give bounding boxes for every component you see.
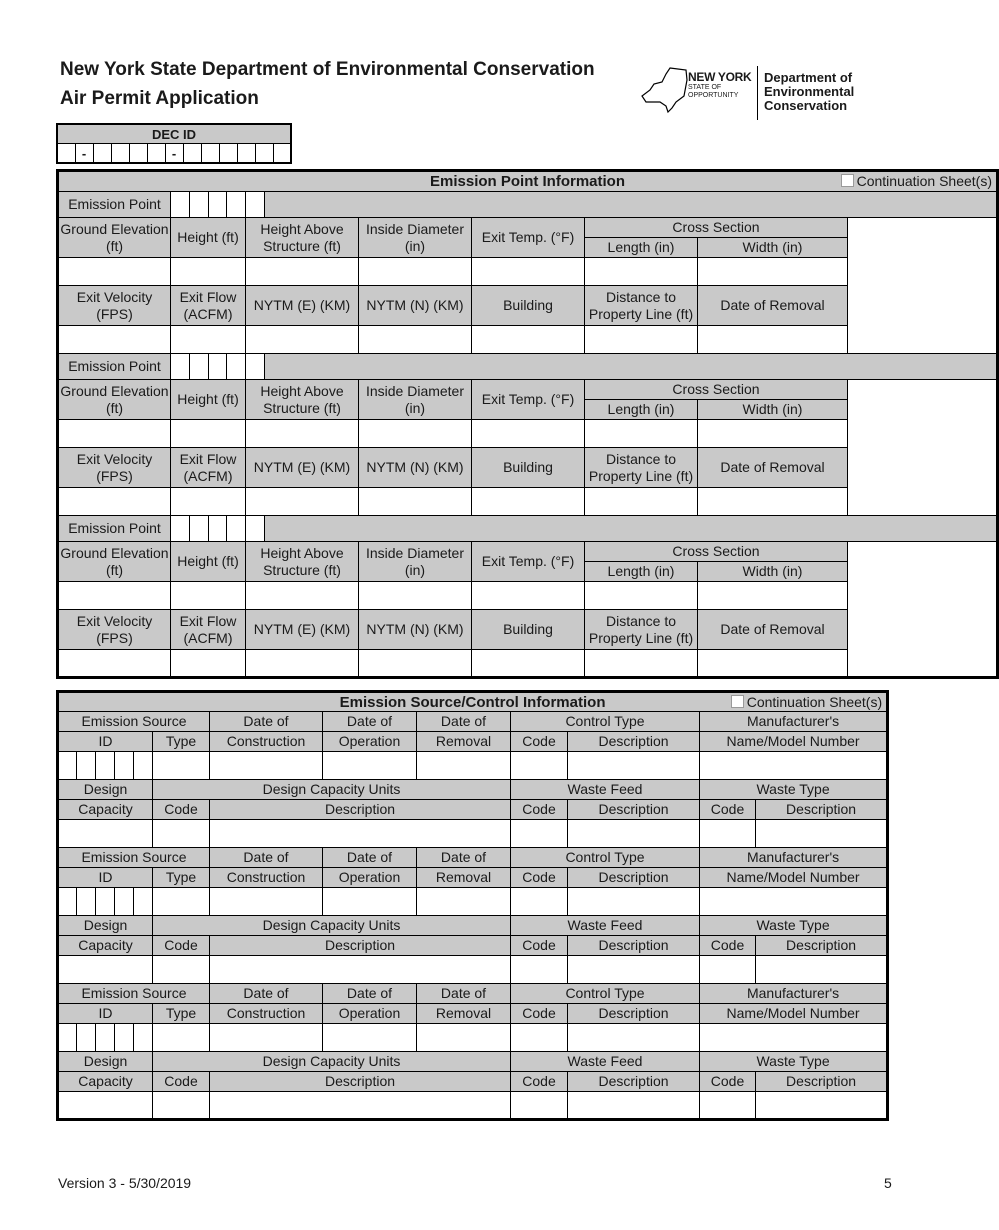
- height-label: Height (ft): [171, 542, 246, 582]
- description-label: Description: [210, 1072, 511, 1092]
- building-label: Building: [472, 286, 585, 326]
- source-type-input[interactable]: [153, 1024, 210, 1052]
- waste-type-description-input[interactable]: [756, 956, 888, 984]
- nytm-e-label: NYTM (E) (KM): [246, 286, 359, 326]
- nytm-n-input[interactable]: [359, 650, 472, 678]
- source-id-digit[interactable]: [77, 752, 96, 780]
- code-label: Code: [153, 936, 210, 956]
- source-type-input[interactable]: [153, 752, 210, 780]
- emission-point-digit[interactable]: [171, 354, 190, 380]
- removal-date-input[interactable]: [417, 888, 511, 916]
- source-id-digit[interactable]: [77, 888, 96, 916]
- emission-point-digit[interactable]: [209, 192, 227, 218]
- capacity-units-code-input[interactable]: [153, 1092, 210, 1120]
- ground-elevation-label: Ground Elevation (ft): [58, 542, 171, 582]
- code-label: Code: [700, 936, 756, 956]
- cross-section-label: Cross Section: [585, 542, 848, 562]
- emission-point-digit[interactable]: [227, 192, 246, 218]
- inside-diameter-label: Inside Diameter (in): [359, 218, 472, 258]
- id-label: ID: [58, 1004, 153, 1024]
- design-capacity-units-label: Design Capacity Units: [153, 916, 511, 936]
- page-number: 5: [884, 1175, 892, 1191]
- removal-date-input[interactable]: [417, 752, 511, 780]
- exit-temp-label: Exit Temp. (°F): [472, 542, 585, 582]
- date-of-label: Date of: [323, 984, 417, 1004]
- nytm-n-label: NYTM (N) (KM): [359, 448, 472, 488]
- waste-type-label: Waste Type: [700, 780, 888, 800]
- emission-source-label: Emission Source: [58, 984, 210, 1004]
- shaded-filler: [265, 516, 998, 542]
- height-input[interactable]: [171, 582, 246, 610]
- source-id-digit[interactable]: [134, 888, 153, 916]
- code-label: Code: [511, 800, 568, 820]
- name-model-label: Name/Model Number: [700, 1004, 888, 1024]
- capacity-units-code-input[interactable]: [153, 956, 210, 984]
- emission-source-header: [58, 692, 888, 712]
- logo-divider: [757, 66, 758, 120]
- emission-source-label: Emission Source: [58, 848, 210, 868]
- removal-label: Removal: [417, 732, 511, 752]
- removal-label: Removal: [417, 1004, 511, 1024]
- source-id-digit[interactable]: [58, 752, 77, 780]
- date-of-label: Date of: [210, 848, 323, 868]
- exit-temp-input[interactable]: [472, 420, 585, 448]
- distance-to-property-input[interactable]: [585, 488, 698, 516]
- design-label: Design: [58, 1052, 153, 1072]
- source-id-digit[interactable]: [77, 1024, 96, 1052]
- description-label: Description: [568, 868, 700, 888]
- width-input[interactable]: [698, 258, 848, 286]
- dec-id-digit[interactable]: [219, 144, 237, 164]
- date-of-label: Date of: [417, 984, 511, 1004]
- width-label: Width (in): [698, 562, 848, 582]
- type-label: Type: [153, 1004, 210, 1024]
- distance-to-property-label: Distance to Property Line (ft): [585, 286, 698, 326]
- form-subtitle: Air Permit Application: [60, 88, 259, 109]
- description-label: Description: [568, 732, 700, 752]
- code-label: Code: [511, 868, 568, 888]
- dec-id-digit[interactable]: [57, 144, 75, 164]
- emission-point-digit[interactable]: [246, 192, 265, 218]
- continuation-sheet-checkbox[interactable]: [731, 694, 882, 711]
- exit-velocity-label: Exit Velocity (FPS): [58, 286, 171, 326]
- manufacturers-label: Manufacturer's: [700, 848, 888, 868]
- ground-elevation-input[interactable]: [58, 420, 171, 448]
- dec-id-table: [56, 123, 292, 164]
- date-of-label: Date of: [417, 848, 511, 868]
- date-of-removal-input[interactable]: [698, 326, 848, 354]
- source-id-digit[interactable]: [115, 1024, 134, 1052]
- nytm-n-input[interactable]: [359, 326, 472, 354]
- new-york-state-map-icon: [640, 66, 690, 112]
- code-label: Code: [511, 732, 568, 752]
- length-input[interactable]: [585, 258, 698, 286]
- manufacturers-label: Manufacturer's: [700, 984, 888, 1004]
- waste-feed-label: Waste Feed: [511, 1052, 700, 1072]
- date-of-removal-input[interactable]: [698, 650, 848, 678]
- source-type-input[interactable]: [153, 888, 210, 916]
- nytm-n-label: NYTM (N) (KM): [359, 286, 472, 326]
- design-capacity-input[interactable]: [58, 956, 153, 984]
- construction-label: Construction: [210, 868, 323, 888]
- emission-source-title: Emission Source/Control Information: [339, 693, 606, 711]
- date-of-removal-label: Date of Removal: [698, 286, 848, 326]
- building-input[interactable]: [472, 650, 585, 678]
- description-label: Description: [756, 800, 888, 820]
- design-capacity-input[interactable]: [58, 1092, 153, 1120]
- dec-id-digit[interactable]: [93, 144, 111, 164]
- inside-diameter-input[interactable]: [359, 420, 472, 448]
- shaded-filler: [265, 354, 998, 380]
- design-capacity-units-label: Design Capacity Units: [153, 1052, 511, 1072]
- building-input[interactable]: [472, 326, 585, 354]
- date-of-label: Date of: [417, 712, 511, 732]
- emission-source-table: [56, 690, 889, 1121]
- construction-label: Construction: [210, 732, 323, 752]
- width-input[interactable]: [698, 582, 848, 610]
- inside-diameter-input[interactable]: [359, 258, 472, 286]
- dec-id-digit[interactable]: [237, 144, 255, 164]
- cross-section-label: Cross Section: [585, 218, 848, 238]
- source-id-digit[interactable]: [96, 752, 115, 780]
- dec-id-separator: -: [75, 144, 93, 164]
- type-label: Type: [153, 732, 210, 752]
- building-input[interactable]: [472, 488, 585, 516]
- waste-type-label: Waste Type: [700, 1052, 888, 1072]
- description-label: Description: [210, 936, 511, 956]
- control-type-label: Control Type: [511, 712, 700, 732]
- control-type-label: Control Type: [511, 984, 700, 1004]
- source-id-digit[interactable]: [115, 752, 134, 780]
- height-label: Height (ft): [171, 380, 246, 420]
- emission-point-title: Emission Point Information: [430, 173, 626, 190]
- exit-velocity-input[interactable]: [58, 650, 171, 678]
- emission-point-digit[interactable]: [246, 354, 265, 380]
- nytm-e-input[interactable]: [246, 488, 359, 516]
- continuation-label: Continuation Sheet(s): [856, 173, 993, 189]
- date-of-removal-input[interactable]: [698, 488, 848, 516]
- description-label: Description: [568, 1004, 700, 1024]
- exit-temp-label: Exit Temp. (°F): [472, 218, 585, 258]
- waste-feed-label: Waste Feed: [511, 780, 700, 800]
- logo-tagline: STATE OF OPPORTUNITY: [688, 84, 739, 99]
- height-above-structure-input[interactable]: [246, 420, 359, 448]
- operation-date-input[interactable]: [323, 888, 417, 916]
- waste-feed-code-input[interactable]: [511, 1092, 568, 1120]
- distance-to-property-label: Distance to Property Line (ft): [585, 448, 698, 488]
- checkbox-icon[interactable]: [731, 695, 744, 708]
- manufacturer-model-input[interactable]: [700, 752, 888, 780]
- type-label: Type: [153, 868, 210, 888]
- design-capacity-units-label: Design Capacity Units: [153, 780, 511, 800]
- name-model-label: Name/Model Number: [700, 868, 888, 888]
- emission-point-digit[interactable]: [209, 354, 227, 380]
- nytm-e-label: NYTM (E) (KM): [246, 448, 359, 488]
- operation-label: Operation: [323, 868, 417, 888]
- height-above-structure-label: Height Above Structure (ft): [246, 218, 359, 258]
- capacity-units-description-input[interactable]: [210, 956, 511, 984]
- capacity-label: Capacity: [58, 936, 153, 956]
- construction-date-input[interactable]: [210, 1024, 323, 1052]
- version-label: Version 3 - 5/30/2019: [58, 1175, 192, 1191]
- emission-point-digit[interactable]: [227, 516, 246, 542]
- emission-point-digit[interactable]: [190, 354, 209, 380]
- code-label: Code: [511, 936, 568, 956]
- building-label: Building: [472, 610, 585, 650]
- width-label: Width (in): [698, 238, 848, 258]
- control-code-input[interactable]: [511, 1024, 568, 1052]
- continuation-sheet-checkbox[interactable]: [841, 173, 992, 190]
- nytm-e-label: NYTM (E) (KM): [246, 610, 359, 650]
- ground-elevation-input[interactable]: [58, 258, 171, 286]
- emission-point-digit[interactable]: [209, 516, 227, 542]
- description-label: Description: [210, 800, 511, 820]
- height-above-structure-input[interactable]: [246, 258, 359, 286]
- ground-elevation-label: Ground Elevation (ft): [58, 380, 171, 420]
- id-label: ID: [58, 732, 153, 752]
- nytm-n-input[interactable]: [359, 488, 472, 516]
- emission-point-header: [58, 171, 998, 192]
- logo-state-name: NEW YORK: [688, 70, 752, 84]
- waste-feed-code-input[interactable]: [511, 956, 568, 984]
- dec-id-separator: -: [165, 144, 183, 164]
- logo-department: Department of Environmental Conservation: [764, 70, 855, 113]
- date-of-removal-label: Date of Removal: [698, 610, 848, 650]
- waste-type-description-input[interactable]: [756, 820, 888, 848]
- description-label: Description: [756, 1072, 888, 1092]
- date-of-label: Date of: [210, 984, 323, 1004]
- dec-id-digit[interactable]: [183, 144, 201, 164]
- ground-elevation-label: Ground Elevation (ft): [58, 218, 171, 258]
- nytm-n-label: NYTM (N) (KM): [359, 610, 472, 650]
- exit-flow-label: Exit Flow (ACFM): [171, 448, 246, 488]
- emission-point-table: [56, 169, 999, 679]
- dec-id-digit[interactable]: [273, 144, 291, 164]
- waste-feed-description-input[interactable]: [568, 956, 700, 984]
- date-of-label: Date of: [210, 712, 323, 732]
- width-label: Width (in): [698, 400, 848, 420]
- capacity-units-description-input[interactable]: [210, 820, 511, 848]
- removal-date-input[interactable]: [417, 1024, 511, 1052]
- emission-point-digit[interactable]: [171, 516, 190, 542]
- waste-type-code-input[interactable]: [700, 1092, 756, 1120]
- form-title: New York State Department of Environmental Conservation: [60, 59, 595, 80]
- dec-id-digit[interactable]: [129, 144, 147, 164]
- height-input[interactable]: [171, 420, 246, 448]
- nytm-e-input[interactable]: [246, 650, 359, 678]
- source-id-digit[interactable]: [96, 888, 115, 916]
- control-type-label: Control Type: [511, 848, 700, 868]
- dec-id-digit[interactable]: [255, 144, 273, 164]
- exit-flow-input[interactable]: [171, 326, 246, 354]
- waste-type-code-input[interactable]: [700, 820, 756, 848]
- shaded-filler: [265, 192, 998, 218]
- manufacturers-label: Manufacturer's: [700, 712, 888, 732]
- waste-feed-code-input[interactable]: [511, 820, 568, 848]
- exit-velocity-label: Exit Velocity (FPS): [58, 448, 171, 488]
- source-id-digit[interactable]: [134, 1024, 153, 1052]
- exit-flow-input[interactable]: [171, 650, 246, 678]
- emission-point-digit[interactable]: [171, 192, 190, 218]
- exit-velocity-label: Exit Velocity (FPS): [58, 610, 171, 650]
- construction-date-input[interactable]: [210, 888, 323, 916]
- distance-to-property-label: Distance to Property Line (ft): [585, 610, 698, 650]
- emission-point-label: Emission Point: [58, 192, 171, 218]
- date-of-label: Date of: [323, 848, 417, 868]
- inside-diameter-label: Inside Diameter (in): [359, 380, 472, 420]
- waste-type-code-input[interactable]: [700, 956, 756, 984]
- code-label: Code: [700, 1072, 756, 1092]
- design-label: Design: [58, 780, 153, 800]
- cross-section-label: Cross Section: [585, 380, 848, 400]
- emission-point-digit[interactable]: [246, 516, 265, 542]
- length-label: Length (in): [585, 562, 698, 582]
- manufacturer-model-input[interactable]: [700, 1024, 888, 1052]
- code-label: Code: [153, 800, 210, 820]
- design-label: Design: [58, 916, 153, 936]
- operation-label: Operation: [323, 1004, 417, 1024]
- height-above-structure-input[interactable]: [246, 582, 359, 610]
- dec-id-digit[interactable]: [147, 144, 165, 164]
- exit-temp-input[interactable]: [472, 258, 585, 286]
- waste-feed-label: Waste Feed: [511, 916, 700, 936]
- operation-label: Operation: [323, 732, 417, 752]
- source-id-digit[interactable]: [58, 888, 77, 916]
- height-input[interactable]: [171, 258, 246, 286]
- distance-to-property-input[interactable]: [585, 650, 698, 678]
- manufacturer-model-input[interactable]: [700, 888, 888, 916]
- distance-to-property-input[interactable]: [585, 326, 698, 354]
- emission-point-digit[interactable]: [227, 354, 246, 380]
- description-label: Description: [568, 1072, 700, 1092]
- code-label: Code: [700, 800, 756, 820]
- date-of-label: Date of: [323, 712, 417, 732]
- waste-type-label: Waste Type: [700, 916, 888, 936]
- waste-feed-description-input[interactable]: [568, 1092, 700, 1120]
- dec-id-digit[interactable]: [111, 144, 129, 164]
- design-capacity-input[interactable]: [58, 820, 153, 848]
- inside-diameter-input[interactable]: [359, 582, 472, 610]
- exit-temp-input[interactable]: [472, 582, 585, 610]
- emission-source-label: Emission Source: [58, 712, 210, 732]
- description-label: Description: [568, 800, 700, 820]
- control-code-input[interactable]: [511, 888, 568, 916]
- code-label: Code: [153, 1072, 210, 1092]
- waste-type-description-input[interactable]: [756, 1092, 888, 1120]
- checkbox-icon[interactable]: [841, 174, 854, 187]
- description-label: Description: [756, 936, 888, 956]
- emission-point-digit[interactable]: [190, 192, 209, 218]
- control-description-input[interactable]: [568, 888, 700, 916]
- length-label: Length (in): [585, 238, 698, 258]
- description-label: Description: [568, 936, 700, 956]
- date-of-removal-label: Date of Removal: [698, 448, 848, 488]
- emission-point-label: Emission Point: [58, 516, 171, 542]
- exit-flow-label: Exit Flow (ACFM): [171, 286, 246, 326]
- width-input[interactable]: [698, 420, 848, 448]
- nys-dec-logo: [640, 66, 890, 122]
- name-model-label: Name/Model Number: [700, 732, 888, 752]
- construction-label: Construction: [210, 1004, 323, 1024]
- source-id-digit[interactable]: [134, 752, 153, 780]
- exit-velocity-input[interactable]: [58, 488, 171, 516]
- height-label: Height (ft): [171, 218, 246, 258]
- waste-feed-description-input[interactable]: [568, 820, 700, 848]
- height-above-structure-label: Height Above Structure (ft): [246, 380, 359, 420]
- capacity-units-code-input[interactable]: [153, 820, 210, 848]
- exit-velocity-input[interactable]: [58, 326, 171, 354]
- source-id-digit[interactable]: [58, 1024, 77, 1052]
- dec-id-digit[interactable]: [201, 144, 219, 164]
- code-label: Code: [511, 1004, 568, 1024]
- dec-id-label: DEC ID: [57, 124, 291, 144]
- operation-date-input[interactable]: [323, 752, 417, 780]
- control-description-input[interactable]: [568, 1024, 700, 1052]
- ground-elevation-input[interactable]: [58, 582, 171, 610]
- operation-date-input[interactable]: [323, 1024, 417, 1052]
- capacity-label: Capacity: [58, 800, 153, 820]
- building-label: Building: [472, 448, 585, 488]
- emission-point-label: Emission Point: [58, 354, 171, 380]
- control-code-input[interactable]: [511, 752, 568, 780]
- source-id-digit[interactable]: [115, 888, 134, 916]
- continuation-label: Continuation Sheet(s): [746, 693, 883, 710]
- nytm-e-input[interactable]: [246, 326, 359, 354]
- id-label: ID: [58, 868, 153, 888]
- inside-diameter-label: Inside Diameter (in): [359, 542, 472, 582]
- exit-flow-label: Exit Flow (ACFM): [171, 610, 246, 650]
- length-input[interactable]: [585, 582, 698, 610]
- removal-label: Removal: [417, 868, 511, 888]
- emission-point-digit[interactable]: [190, 516, 209, 542]
- exit-flow-input[interactable]: [171, 488, 246, 516]
- height-above-structure-label: Height Above Structure (ft): [246, 542, 359, 582]
- code-label: Code: [511, 1072, 568, 1092]
- construction-date-input[interactable]: [210, 752, 323, 780]
- length-input[interactable]: [585, 420, 698, 448]
- capacity-units-description-input[interactable]: [210, 1092, 511, 1120]
- source-id-digit[interactable]: [96, 1024, 115, 1052]
- length-label: Length (in): [585, 400, 698, 420]
- capacity-label: Capacity: [58, 1072, 153, 1092]
- control-description-input[interactable]: [568, 752, 700, 780]
- exit-temp-label: Exit Temp. (°F): [472, 380, 585, 420]
